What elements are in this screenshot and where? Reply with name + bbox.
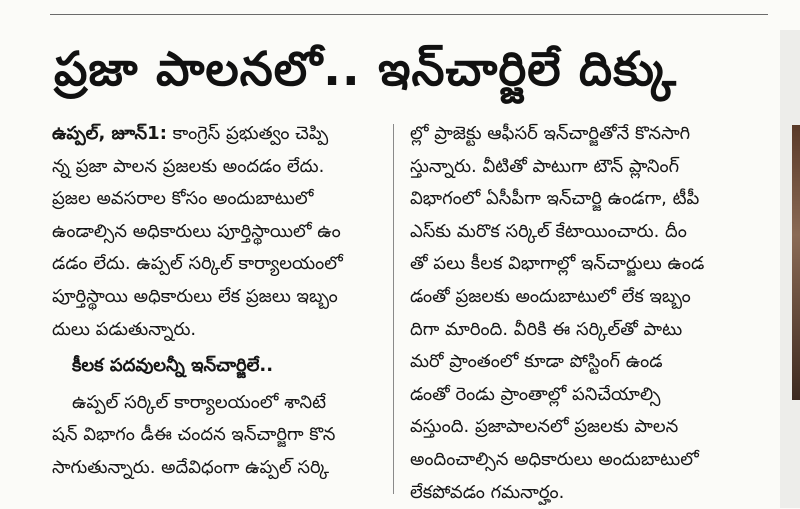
text-line: డంతో ప్రజలకు అందుబాటులో లేక ఇబ్బం — [410, 285, 691, 307]
headline: ప్రజా పాలనలో.. ఇన్‌చార్జిలే దిక్కు — [54, 42, 677, 97]
text-line: ఉండాల్సిన అధికారులు పూర్తిస్థాయిలో ఉం — [52, 220, 341, 242]
text-line: సాగుతున్నారు. అదేవిధంగా ఉప్పల్ సర్కి — [52, 456, 330, 478]
text-line: దిగా మారింది. వీరికి ఈ సర్కిల్‌తో పాటు — [410, 318, 683, 340]
text-line: అందించాల్సిన అధికారులు అందుబాటులో — [410, 448, 699, 470]
text-line: ల్లో ప్రాజెక్టు ఆఫీసర్ ఇన్‌చార్జితోనే కొనసాగి — [410, 123, 691, 144]
subheading: కీలక పదవులన్నీ ఇన్‌చార్జిలే.. — [72, 355, 274, 377]
column-divider — [393, 124, 394, 494]
text-line: ఉప్పల్ సర్కిల్ కార్యాలయంలో శానిటే — [72, 391, 326, 413]
text-line: పూర్తిస్థాయి అధికారులు లేక ప్రజలు ఇబ్బం — [52, 285, 338, 307]
text-line: డడం లేదు. ఉప్పల్ సర్కిల్ కార్యాలయంలో — [52, 253, 343, 275]
adjacent-article-strip — [780, 30, 800, 508]
text-line: షన్ విభాగం డీఈ చందన ఇన్‌చార్జిగా కొన — [52, 424, 336, 446]
text-fragment: కాంగ్రెస్ ప్రభుత్వం చెప్పి — [172, 123, 329, 144]
text-line: తో పలు కీలక విభాగాల్లో ఇన్‌చార్జులు ఉండ — [410, 253, 705, 275]
text-line: ఎస్‌కు మరొక సర్కిల్ కేటాయించారు. దీం — [410, 220, 687, 242]
adjacent-photo-fragment — [792, 125, 800, 400]
text-line: విభాగంలో ఏసీపీగా ఇన్‌చార్జి ఉండగా, టీపీ — [410, 188, 700, 210]
text-line: డంతో రెండు ప్రాంతాల్లో పనిచేయాల్సి — [410, 383, 661, 405]
article-column-right — [410, 118, 750, 509]
text-line: వస్తుంది. ప్రజాపాలనలో ప్రజలకు పాలన — [410, 416, 679, 438]
text-line — [52, 118, 382, 151]
text-line: ప్రజల అవసరాల కోసం అందుబాటులో — [52, 188, 314, 210]
dateline: ఉప్పల్, జూన్1: — [52, 123, 167, 144]
text-line: మరో ప్రాంతంలో కూడా పోస్టింగ్ ఉండ — [410, 351, 663, 373]
top-rule — [50, 14, 768, 15]
text-line: న్న ప్రజా పాలన ప్రజలకు అందడం లేదు. — [52, 155, 325, 177]
text-line: దులు పడుతున్నారు. — [52, 318, 197, 340]
text-line: లేకపోవడం గమనార్హం. — [410, 481, 565, 503]
article-column-left — [52, 118, 382, 485]
text-line: స్తున్నారు. వీటితో పాటుగా టౌన్ ప్లానింగ్ — [410, 155, 680, 177]
